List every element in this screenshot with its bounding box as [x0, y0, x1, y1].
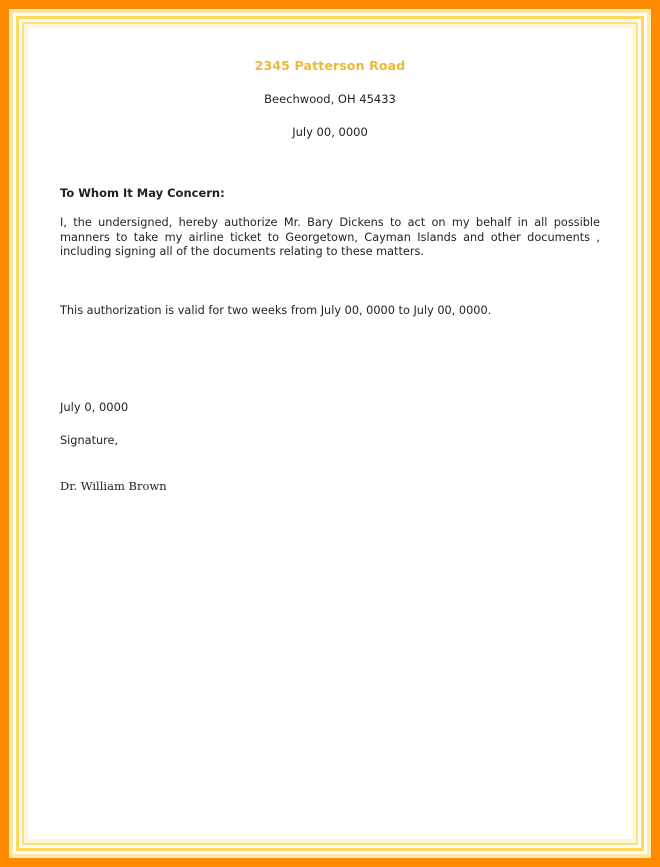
letterhead-date: July 00, 0000 — [292, 125, 368, 139]
letter-body — [60, 186, 600, 493]
salutation: To Whom It May Concern: — [60, 186, 225, 200]
signature-date: July 0, 0000 — [60, 400, 129, 415]
letter-sheet — [28, 28, 632, 839]
authorization-paragraph: I, the undersigned, hereby authorize Mr. Bary Dickens to act on my behalf in all possible manners to take my airline ticket to Georgetown, Cayman Islands and other documents , including signing all of the documents relating to these matters. — [60, 216, 600, 259]
letterhead — [28, 58, 632, 139]
letterhead-city-state-zip: Beechwood, OH 45433 — [264, 92, 396, 106]
letterhead-street-address: 2345 Patterson Road — [254, 58, 406, 73]
validity-paragraph: This authorization is valid for two weeks from July 00, 0000 to July 00, 0000. — [60, 303, 492, 317]
signer-name: Dr. William Brown — [60, 479, 167, 494]
signature-label: Signature, — [60, 434, 119, 448]
